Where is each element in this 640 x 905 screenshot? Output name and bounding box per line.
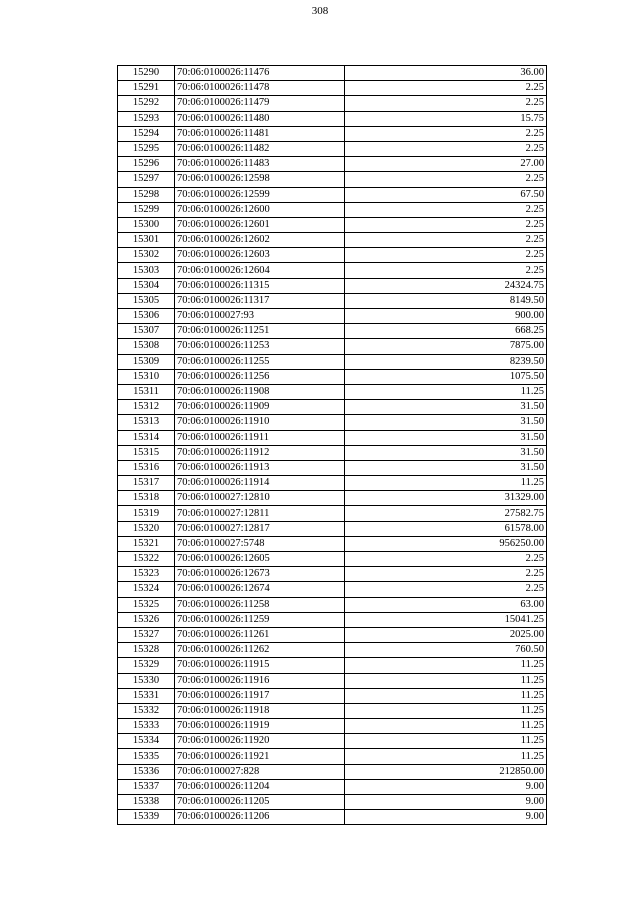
- cadastral-number-cell: 70:06:0100026:11255: [175, 354, 345, 369]
- cadastral-number-cell: 70:06:0100026:11258: [175, 597, 345, 612]
- area-value-cell: 36.00: [345, 66, 547, 81]
- area-value-cell: 31.50: [345, 400, 547, 415]
- area-value-cell: 31.50: [345, 445, 547, 460]
- cadastral-number-cell: 70:06:0100026:11920: [175, 734, 345, 749]
- row-number-cell: 15308: [118, 339, 175, 354]
- row-number-cell: 15299: [118, 202, 175, 217]
- area-value-cell: 9.00: [345, 810, 547, 825]
- cadastral-number-cell: 70:06:0100027:93: [175, 309, 345, 324]
- table-row: [118, 506, 547, 521]
- table-row: [118, 521, 547, 536]
- row-number-cell: 15310: [118, 369, 175, 384]
- cadastral-number-cell: 70:06:0100026:12602: [175, 233, 345, 248]
- table-row: [118, 339, 547, 354]
- table-row: [118, 582, 547, 597]
- cadastral-number-cell: 70:06:0100026:11483: [175, 157, 345, 172]
- area-value-cell: 2025.00: [345, 627, 547, 642]
- row-number-cell: 15301: [118, 233, 175, 248]
- area-value-cell: 27.00: [345, 157, 547, 172]
- cadastral-number-cell: 70:06:0100026:11476: [175, 66, 345, 81]
- area-value-cell: 900.00: [345, 309, 547, 324]
- cadastral-number-cell: 70:06:0100026:11206: [175, 810, 345, 825]
- cadastral-number-cell: 70:06:0100026:11480: [175, 111, 345, 126]
- cadastral-number-cell: 70:06:0100026:12605: [175, 552, 345, 567]
- row-number-cell: 15307: [118, 324, 175, 339]
- cadastral-number-cell: 70:06:0100026:11262: [175, 643, 345, 658]
- table-row: [118, 263, 547, 278]
- area-value-cell: 11.25: [345, 673, 547, 688]
- area-value-cell: 2.25: [345, 248, 547, 263]
- row-number-cell: 15329: [118, 658, 175, 673]
- area-value-cell: 212850.00: [345, 764, 547, 779]
- row-number-cell: 15294: [118, 126, 175, 141]
- area-value-cell: 11.25: [345, 658, 547, 673]
- area-value-cell: 11.25: [345, 703, 547, 718]
- cadastral-number-cell: 70:06:0100026:11910: [175, 415, 345, 430]
- table-row: [118, 688, 547, 703]
- cadastral-number-cell: 70:06:0100027:12811: [175, 506, 345, 521]
- cadastral-number-cell: 70:06:0100027:12810: [175, 491, 345, 506]
- row-number-cell: 15311: [118, 384, 175, 399]
- row-number-cell: 15292: [118, 96, 175, 111]
- area-value-cell: 2.25: [345, 552, 547, 567]
- row-number-cell: 15303: [118, 263, 175, 278]
- row-number-cell: 15290: [118, 66, 175, 81]
- table-row: [118, 612, 547, 627]
- table-row: [118, 400, 547, 415]
- row-number-cell: 15302: [118, 248, 175, 263]
- table-row: [118, 703, 547, 718]
- table-row: [118, 217, 547, 232]
- area-value-cell: 11.25: [345, 734, 547, 749]
- cadastral-number-cell: 70:06:0100026:11205: [175, 795, 345, 810]
- area-value-cell: 61578.00: [345, 521, 547, 536]
- area-value-cell: 760.50: [345, 643, 547, 658]
- row-number-cell: 15331: [118, 688, 175, 703]
- table-row: [118, 643, 547, 658]
- area-value-cell: 67.50: [345, 187, 547, 202]
- table-row: [118, 233, 547, 248]
- cadastral-number-cell: 70:06:0100026:11204: [175, 779, 345, 794]
- area-value-cell: 31.50: [345, 460, 547, 475]
- cadastral-number-cell: 70:06:0100026:11915: [175, 658, 345, 673]
- table-row: [118, 187, 547, 202]
- area-value-cell: 31329.00: [345, 491, 547, 506]
- cadastral-number-cell: 70:06:0100026:11481: [175, 126, 345, 141]
- area-value-cell: 2.25: [345, 81, 547, 96]
- row-number-cell: 15334: [118, 734, 175, 749]
- area-value-cell: 2.25: [345, 263, 547, 278]
- row-number-cell: 15300: [118, 217, 175, 232]
- area-value-cell: 1075.50: [345, 369, 547, 384]
- row-number-cell: 15314: [118, 430, 175, 445]
- table-row: [118, 369, 547, 384]
- row-number-cell: 15317: [118, 476, 175, 491]
- cadastral-number-cell: 70:06:0100026:12601: [175, 217, 345, 232]
- area-value-cell: 2.25: [345, 217, 547, 232]
- cadastral-number-cell: 70:06:0100026:11912: [175, 445, 345, 460]
- cadastral-number-cell: 70:06:0100026:11911: [175, 430, 345, 445]
- area-value-cell: 11.25: [345, 719, 547, 734]
- table-row: [118, 719, 547, 734]
- row-number-cell: 15291: [118, 81, 175, 96]
- area-value-cell: 15.75: [345, 111, 547, 126]
- area-value-cell: 31.50: [345, 415, 547, 430]
- table-row: [118, 172, 547, 187]
- area-value-cell: 31.50: [345, 430, 547, 445]
- area-value-cell: 8149.50: [345, 293, 547, 308]
- table-row: [118, 430, 547, 445]
- cadastral-number-cell: 70:06:0100026:11914: [175, 476, 345, 491]
- area-value-cell: 2.25: [345, 233, 547, 248]
- table-row: [118, 293, 547, 308]
- table-row: [118, 202, 547, 217]
- row-number-cell: 15330: [118, 673, 175, 688]
- row-number-cell: 15316: [118, 460, 175, 475]
- row-number-cell: 15305: [118, 293, 175, 308]
- row-number-cell: 15327: [118, 627, 175, 642]
- cadastral-number-cell: 70:06:0100026:11482: [175, 141, 345, 156]
- row-number-cell: 15325: [118, 597, 175, 612]
- table-row: [118, 460, 547, 475]
- row-number-cell: 15336: [118, 764, 175, 779]
- area-value-cell: 956250.00: [345, 536, 547, 551]
- row-number-cell: 15333: [118, 719, 175, 734]
- table-row: [118, 567, 547, 582]
- cadastral-number-cell: 70:06:0100026:11921: [175, 749, 345, 764]
- area-value-cell: 8239.50: [345, 354, 547, 369]
- cadastral-number-cell: 70:06:0100026:11908: [175, 384, 345, 399]
- cadastral-number-cell: 70:06:0100026:11261: [175, 627, 345, 642]
- table-row: [118, 658, 547, 673]
- cadastral-number-cell: 70:06:0100026:12600: [175, 202, 345, 217]
- table-row: [118, 673, 547, 688]
- row-number-cell: 15297: [118, 172, 175, 187]
- area-value-cell: 15041.25: [345, 612, 547, 627]
- cadastral-number-cell: 70:06:0100026:12599: [175, 187, 345, 202]
- area-value-cell: 9.00: [345, 779, 547, 794]
- table-row: [118, 810, 547, 825]
- table-row: [118, 278, 547, 293]
- row-number-cell: 15319: [118, 506, 175, 521]
- table-row: [118, 749, 547, 764]
- cadastral-number-cell: 70:06:0100026:11917: [175, 688, 345, 703]
- table-row: [118, 764, 547, 779]
- table-row: [118, 81, 547, 96]
- cadastral-number-cell: 70:06:0100026:11259: [175, 612, 345, 627]
- table-row: [118, 795, 547, 810]
- row-number-cell: 15306: [118, 309, 175, 324]
- area-value-cell: 668.25: [345, 324, 547, 339]
- cadastral-number-cell: 70:06:0100026:11315: [175, 278, 345, 293]
- area-value-cell: 2.25: [345, 172, 547, 187]
- table-row: [118, 445, 547, 460]
- row-number-cell: 15322: [118, 552, 175, 567]
- table-row: [118, 111, 547, 126]
- area-value-cell: 2.25: [345, 582, 547, 597]
- table-row: [118, 66, 547, 81]
- cadastral-number-cell: 70:06:0100026:11909: [175, 400, 345, 415]
- area-value-cell: 2.25: [345, 126, 547, 141]
- cadastral-number-cell: 70:06:0100026:12673: [175, 567, 345, 582]
- area-value-cell: 7875.00: [345, 339, 547, 354]
- cadastral-number-cell: 70:06:0100026:12604: [175, 263, 345, 278]
- cadastral-number-cell: 70:06:0100026:11478: [175, 81, 345, 96]
- table-row: [118, 309, 547, 324]
- row-number-cell: 15298: [118, 187, 175, 202]
- row-number-cell: 15320: [118, 521, 175, 536]
- row-number-cell: 15337: [118, 779, 175, 794]
- data-table: [117, 65, 547, 825]
- cadastral-number-cell: 70:06:0100026:11918: [175, 703, 345, 718]
- area-value-cell: 27582.75: [345, 506, 547, 521]
- area-value-cell: 11.25: [345, 476, 547, 491]
- table-row: [118, 476, 547, 491]
- table-row: [118, 779, 547, 794]
- area-value-cell: 11.25: [345, 384, 547, 399]
- area-value-cell: 2.25: [345, 96, 547, 111]
- table-body: [118, 66, 547, 825]
- cadastral-number-cell: 70:06:0100026:12674: [175, 582, 345, 597]
- cadastral-number-cell: 70:06:0100026:11479: [175, 96, 345, 111]
- row-number-cell: 15332: [118, 703, 175, 718]
- table-row: [118, 415, 547, 430]
- table-row: [118, 734, 547, 749]
- row-number-cell: 15293: [118, 111, 175, 126]
- table-row: [118, 354, 547, 369]
- row-number-cell: 15326: [118, 612, 175, 627]
- row-number-cell: 15315: [118, 445, 175, 460]
- cadastral-number-cell: 70:06:0100026:11317: [175, 293, 345, 308]
- cadastral-number-cell: 70:06:0100027:5748: [175, 536, 345, 551]
- cadastral-number-cell: 70:06:0100026:11919: [175, 719, 345, 734]
- table-row: [118, 627, 547, 642]
- row-number-cell: 15338: [118, 795, 175, 810]
- area-value-cell: 24324.75: [345, 278, 547, 293]
- area-value-cell: 11.25: [345, 749, 547, 764]
- area-value-cell: 2.25: [345, 567, 547, 582]
- cadastral-number-cell: 70:06:0100026:11916: [175, 673, 345, 688]
- area-value-cell: 9.00: [345, 795, 547, 810]
- row-number-cell: 15324: [118, 582, 175, 597]
- row-number-cell: 15309: [118, 354, 175, 369]
- row-number-cell: 15335: [118, 749, 175, 764]
- page-number: 308: [311, 5, 329, 17]
- cadastral-number-cell: 70:06:0100027:828: [175, 764, 345, 779]
- cadastral-number-cell: 70:06:0100026:11251: [175, 324, 345, 339]
- row-number-cell: 15295: [118, 141, 175, 156]
- cadastral-number-cell: 70:06:0100026:11256: [175, 369, 345, 384]
- area-value-cell: 2.25: [345, 202, 547, 217]
- table-row: [118, 141, 547, 156]
- cadastral-number-cell: 70:06:0100026:11913: [175, 460, 345, 475]
- table-row: [118, 552, 547, 567]
- row-number-cell: 15304: [118, 278, 175, 293]
- row-number-cell: 15312: [118, 400, 175, 415]
- table-row: [118, 536, 547, 551]
- table-row: [118, 597, 547, 612]
- cadastral-number-cell: 70:06:0100027:12817: [175, 521, 345, 536]
- table-row: [118, 248, 547, 263]
- row-number-cell: 15339: [118, 810, 175, 825]
- cadastral-number-cell: 70:06:0100026:11253: [175, 339, 345, 354]
- area-value-cell: 11.25: [345, 688, 547, 703]
- row-number-cell: 15318: [118, 491, 175, 506]
- area-value-cell: 2.25: [345, 141, 547, 156]
- row-number-cell: 15296: [118, 157, 175, 172]
- table-row: [118, 126, 547, 141]
- cadastral-number-cell: 70:06:0100026:12603: [175, 248, 345, 263]
- row-number-cell: 15321: [118, 536, 175, 551]
- table-row: [118, 491, 547, 506]
- table-row: [118, 96, 547, 111]
- row-number-cell: 15313: [118, 415, 175, 430]
- table-row: [118, 324, 547, 339]
- table-row: [118, 157, 547, 172]
- area-value-cell: 63.00: [345, 597, 547, 612]
- table-row: [118, 384, 547, 399]
- row-number-cell: 15328: [118, 643, 175, 658]
- cadastral-number-cell: 70:06:0100026:12598: [175, 172, 345, 187]
- row-number-cell: 15323: [118, 567, 175, 582]
